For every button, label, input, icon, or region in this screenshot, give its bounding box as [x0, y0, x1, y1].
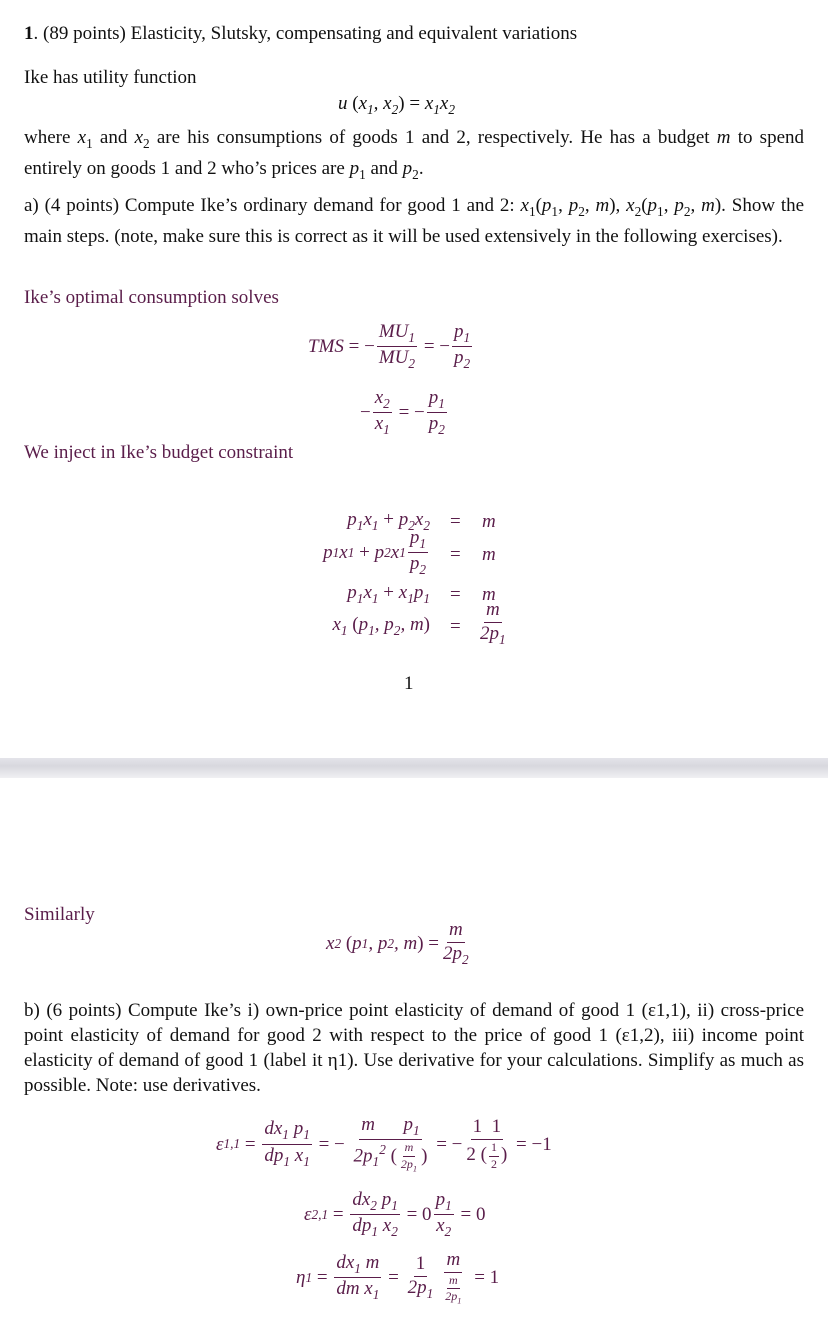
problem-title	[24, 24, 577, 43]
intro-and: and	[99, 127, 128, 148]
intro-text: Ike has utility function	[24, 67, 197, 88]
tms-equation: TMS = − $\frac{MU_1}{MU_2}$ = − $\frac{p_1}{p_2}$	[308, 321, 471, 372]
budget-line-3: $p_1x_1 + x_1p_1$	[347, 582, 430, 606]
problem-number: 1	[24, 23, 34, 44]
elasticity-e11-equation: ε 1,1 = $\frac{dx_1 p_1}{dp_1 x_1}$ = − m $p_1$ $2p_1^2$ ( $\frac{m}{2p_1}$ ) = − 1 1 2 ( $\frac{1}{2}$ ) = −1	[216, 1114, 552, 1173]
similarly-text: Similarly	[24, 904, 95, 925]
x-ratio-fraction: $\frac{x_2}{x_1}$	[374, 387, 390, 438]
price-ratio-fraction: $\frac{p_1}{p_2}$	[454, 321, 471, 372]
tms-label: TMS	[308, 336, 344, 358]
budget-rhs-3: m	[482, 584, 496, 605]
budget-eq-2: =	[450, 544, 461, 565]
eta1-result: 1	[489, 1267, 500, 1289]
e11-result: −1	[531, 1133, 552, 1155]
inject-text: We inject in Ike’s budget constraint	[24, 442, 294, 463]
budget-eq-4: =	[450, 616, 461, 637]
budget-rhs-1: m	[482, 511, 496, 532]
answer-intro: Ike’s optimal consumption solves	[24, 287, 279, 308]
utility-equation: u ($x_1$, $x_2) = x_1x_2$	[338, 93, 455, 117]
budget-eq-1: =	[450, 511, 461, 532]
mu-fraction: $\frac{MU_1}{MU_2}$	[378, 321, 416, 372]
budget-eq-3: =	[450, 584, 461, 605]
part-a-question: a) (4 points) Compute Ike’s ordinary demand for good 1 and 2: $x_1(p_1$, $p_2$, m), $x_2(p_1$, $p_2$, m). Show the main steps. (note, make sure this is correct as it will be used extensively in the following exercises).	[24, 195, 805, 247]
elasticity-e21-equation: ε 2,1 = $\frac{dx_2 p_1}{dp_1 x_2}$ = 0 $\frac{p_1}{x_2}$ = 0	[304, 1189, 486, 1240]
ratio-equation: − $\frac{x_2}{x_1}$ = − $\frac{p_1}{p_2}$	[360, 387, 445, 438]
intro-and-2: and	[370, 157, 398, 179]
part-a-question-text: a) (4 points) Compute Ike’s ordinary demand for good 1 and 2:	[24, 195, 515, 216]
page-separator	[0, 758, 828, 778]
budget-rhs-2: m	[482, 544, 496, 565]
e21-result: 0	[475, 1204, 486, 1226]
demand-x2-equation: x 2 ( p 1 , p 2 , m ) = $\frac{m}{2p_2}$	[326, 919, 469, 967]
budget-line-2: p 1 x 1 + p 2 x 1 $\frac{p_1}{p_2}$	[323, 527, 426, 578]
intro-prices: to spend entirely on goods 1 and 2 who’s prices are	[24, 127, 805, 179]
intro-where: where	[24, 127, 71, 148]
demand-x1-rhs: $\frac{m}{2p_1}$	[480, 599, 506, 647]
intro-paragraph: where $x_1$ and $x_2$ are his consumptions of goods 1 and 2, respectively. He has a budget m to spend entirely on goods 1 and 2 who’s prices are $p_1$ and $p_2$.	[24, 127, 805, 182]
budget-line-1: $p_1x_1 + p_2x_2$	[347, 509, 430, 533]
intro-budget: are his consumptions of goods 1 and 2, respectively. He has a budget	[156, 127, 710, 148]
demand-x1-lhs: $x_1$ ($p_1$, $p_2$, m)	[332, 614, 430, 638]
page-number: 1	[404, 673, 414, 694]
part-a-question-text-2: Show the main steps. (note, make sure this is correct as it will be used extensively in the following exercises).	[24, 195, 805, 247]
problem-title-text: . (89 points) Elasticity, Slutsky, compensating and equivalent variations	[33, 23, 578, 44]
elasticity-eta1-equation: η 1 = $\frac{dx_1 m}{dm x_1}$ = $\frac{1}{2p_1}$ $\frac{m}{\frac{m}{2p_1}}$ = 1	[296, 1249, 500, 1306]
part-b-question: b) (6 points) Compute Ike’s i) own-price point elasticity of demand of good 1 (ε1,1), ii) cross-price point elasticity of demand for good 2 with respect to the price of good 1 (ε1,2), iii) income point elasticity of demand of good 1 (label it η1). Use derivative for your calculations. Simplify as much as possible. Note: use derivatives.	[24, 1000, 804, 1096]
p-ratio-fraction: $\frac{p_1}{p_2}$	[428, 387, 445, 438]
